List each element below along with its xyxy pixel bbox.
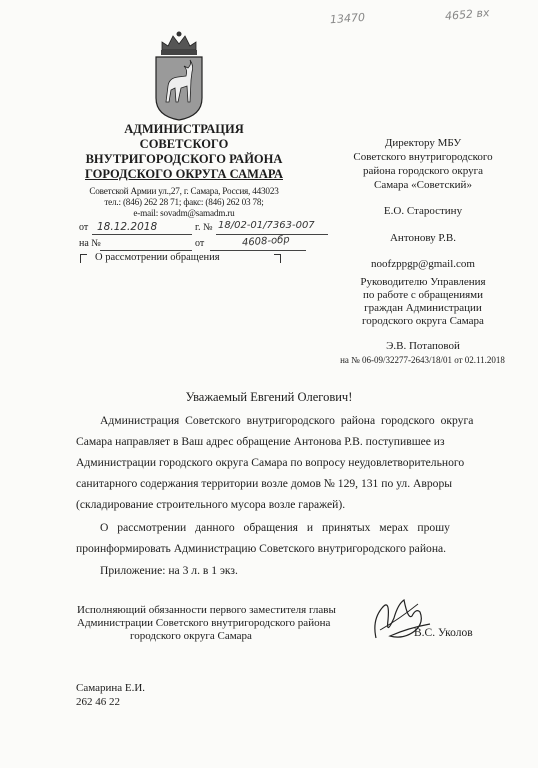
paragraph-1-line-4: санитарного содержания территории возле домов № 129, 131 по ул. Авроры bbox=[76, 477, 453, 490]
executor-phone: 262 46 22 bbox=[76, 696, 120, 708]
org-name-line-3: ВНУТРИГОРОДСКОГО РАЙОНА bbox=[85, 152, 283, 166]
recipient-1-line-2: Советского внутригородского bbox=[353, 151, 493, 163]
reg-date: 18.12.2018 bbox=[97, 221, 158, 233]
paragraph-1-line-3: Администрации городского округа Самара по вопросу неудовлетворительного bbox=[76, 456, 465, 469]
recipient-1-line-1: Директору МБУ bbox=[384, 137, 462, 149]
paragraph-2-line-1: О рассмотрении данного обращения и принятых мерах прошу bbox=[100, 521, 450, 534]
reg-number: 18/02-01/7363-007 bbox=[218, 220, 315, 231]
org-address: Советской Армии ул.,27, г. Самара, Россия, 443023 bbox=[89, 186, 279, 196]
recipient-3-name: Э.В. Потаповой bbox=[386, 340, 460, 352]
org-name-line-2: СОВЕТСКОГО bbox=[139, 137, 229, 151]
greeting: Уважаемый Евгений Олегович! bbox=[185, 390, 353, 404]
recipient-3-line-4: городского округа Самара bbox=[362, 315, 484, 327]
paragraph-1-line-1: Администрация Советского внутригородского района городского округа bbox=[100, 414, 474, 427]
subject-bracket-left bbox=[80, 254, 87, 263]
paragraph-2-line-2: проинформировать Администрацию Советского внутригородского района. bbox=[76, 542, 447, 555]
recipient-1-name: Е.О. Старостину bbox=[383, 205, 463, 217]
signatory-title-line-3: городского округа Самара bbox=[130, 630, 252, 642]
subject-line: О рассмотрении обращения bbox=[95, 252, 220, 263]
recipient-2-name: Антонову Р.В. bbox=[389, 232, 457, 244]
paragraph-1-line-5: (складирование строительного мусора возле гаражей). bbox=[76, 498, 346, 511]
org-name-line-1: АДМИНИСТРАЦИЯ bbox=[124, 122, 244, 136]
recipient-1-line-3: района городского округа bbox=[362, 165, 484, 177]
org-name-line-4: ГОРОДСКОГО ОКРУГА САМАРА bbox=[85, 167, 283, 181]
reg-number-2: 4608-обр bbox=[241, 234, 291, 249]
reg-from-label-2: от bbox=[195, 238, 205, 249]
executor-name: Самарина Е.И. bbox=[76, 682, 146, 694]
subject-bracket-right bbox=[274, 254, 281, 263]
paragraph-1-line-2: Самара направляет в Ваш адрес обращение Антонова Р.В. поступившее из bbox=[76, 435, 445, 448]
recipient-1-line-4: Самара «Советский» bbox=[374, 179, 472, 191]
handwritten-mark-right: 4652 вх bbox=[444, 6, 490, 23]
signatory-name: В.С. Уколов bbox=[414, 627, 473, 639]
handwritten-mark-left: 13470 bbox=[329, 10, 366, 27]
org-phones: тел.: (846) 262 28 71; факс: (846) 262 03 78; bbox=[104, 197, 264, 207]
reg-number-label: г. № bbox=[195, 222, 213, 233]
reg-on-number-label: на № bbox=[79, 238, 101, 249]
recipient-3-line-3: граждан Администрации bbox=[364, 302, 482, 314]
org-email: e-mail: sovadm@samadm.ru bbox=[133, 208, 235, 218]
recipient-2-email: noofzppgp@gmail.com bbox=[371, 258, 475, 270]
signatory-title-line-1: Исполняющий обязанности первого заместителя главы bbox=[77, 604, 336, 616]
signatory-title-line-2: Администрации Советского внутригородского района bbox=[77, 617, 331, 629]
recipient-3-line-2: по работе с обращениями bbox=[362, 289, 484, 301]
recipient-3-line-1: Руководителю Управления bbox=[360, 276, 486, 288]
attachment-line: Приложение: на 3 л. в 1 экз. bbox=[100, 564, 238, 577]
reg-from-label: от bbox=[79, 222, 89, 233]
reference-number: на № 06-09/32277-2643/18/01 от 02.11.2018 bbox=[340, 355, 505, 365]
coat-of-arms-icon bbox=[148, 30, 210, 122]
